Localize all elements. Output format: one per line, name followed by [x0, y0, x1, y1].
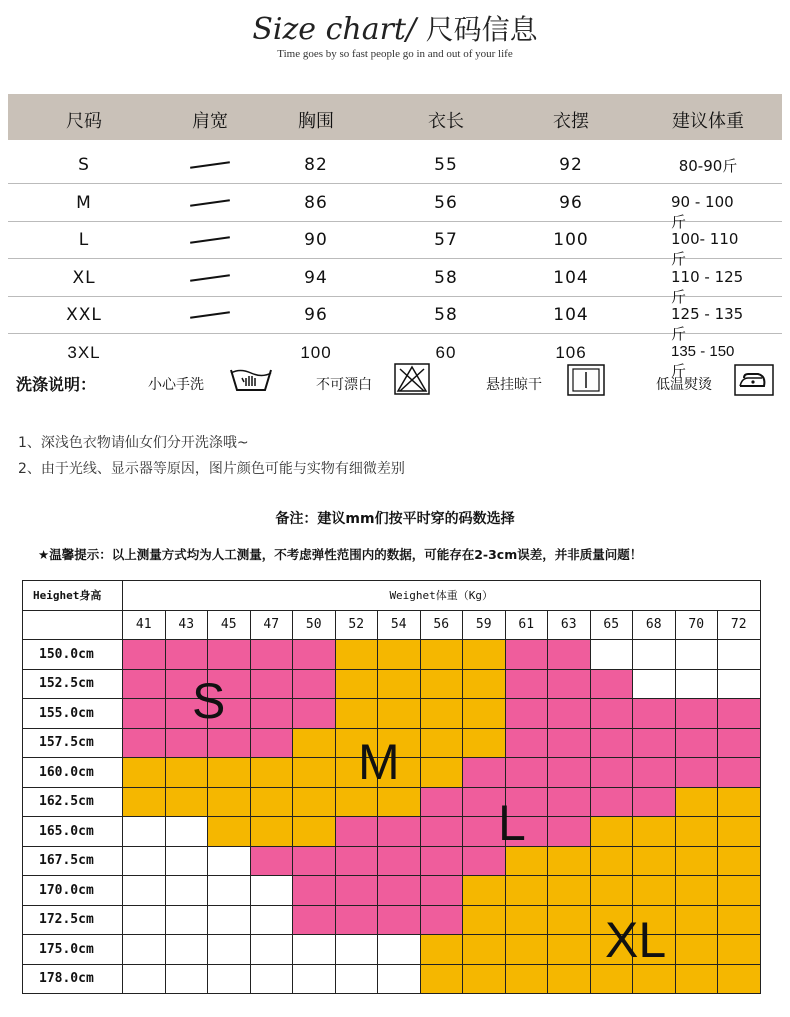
weight-col-header: 54: [378, 610, 421, 640]
grid-cell: [675, 876, 718, 906]
col-weight: 建议体重: [672, 111, 744, 132]
grid-cell: [420, 817, 463, 847]
grid-cell: [675, 728, 718, 758]
washing-title: 洗涤说明：: [16, 375, 97, 394]
shoulder-dash: [190, 236, 230, 244]
shoulder-dash: [190, 311, 230, 319]
grid-cell: [250, 817, 293, 847]
height-row-header: 172.5cm: [23, 905, 123, 935]
height-row-header: 165.0cm: [23, 817, 123, 847]
grid-cell: [208, 787, 251, 817]
size-table-header: [8, 94, 782, 140]
grid-cell: [208, 817, 251, 847]
grid-cell: [505, 935, 548, 965]
size-row: [8, 259, 782, 306]
grid-cell: [718, 728, 761, 758]
grid-cell: [123, 817, 166, 847]
grid-cell: [420, 846, 463, 876]
grid-cell: [293, 817, 336, 847]
shoulder-dash: [190, 161, 230, 169]
wash-label-bleach: 不可漂白: [316, 377, 372, 393]
grid-cell: [675, 640, 718, 670]
weight-col-header: 45: [208, 610, 251, 640]
page-subtitle: Time goes by so fast people go in and out of your life: [277, 48, 513, 60]
grid-cell: [165, 817, 208, 847]
grid-cell: [505, 640, 548, 670]
grid-cell: [335, 964, 378, 994]
grid-cell: [123, 758, 166, 788]
height-row-header: 150.0cm: [23, 640, 123, 670]
grid-cell: [590, 758, 633, 788]
grid-cell: [675, 787, 718, 817]
size-cell-weight: 125 - 135 斤: [671, 305, 744, 343]
grid-cell: [548, 640, 591, 670]
grid-cell: [463, 876, 506, 906]
grid-cell: [378, 669, 421, 699]
size-cell-weight: 90 - 100 斤: [671, 192, 734, 231]
grid-cell: [420, 787, 463, 817]
size-cell-chest: 100: [300, 342, 332, 362]
grid-cell: [590, 699, 633, 729]
grid-cell: [378, 640, 421, 670]
grid-cell: [548, 669, 591, 699]
grid-cell: [208, 758, 251, 788]
grid-cell: [675, 905, 718, 935]
grid-cell: [123, 964, 166, 994]
grid-cell: [463, 964, 506, 994]
size-cell-size: XL: [72, 267, 96, 288]
grid-cell: [208, 728, 251, 758]
note-1: 1、深浅色衣物请仙女们分开洗涤哦~: [18, 435, 249, 451]
grid-cell: [505, 876, 548, 906]
grid-cell: [165, 905, 208, 935]
grid-cell: [633, 846, 676, 876]
grid-cell: [378, 935, 421, 965]
weight-col-header: 70: [675, 610, 718, 640]
size-cell-hem: 92: [559, 155, 583, 175]
grid-cell: [675, 935, 718, 965]
grid-cell: [463, 728, 506, 758]
grid-cell: [123, 876, 166, 906]
height-row-header: 155.0cm: [23, 699, 123, 729]
size-cell-chest: 96: [304, 305, 328, 325]
height-row-header: 178.0cm: [23, 964, 123, 994]
col-size: 尺码: [66, 111, 102, 132]
size-cell-chest: 86: [304, 192, 328, 213]
page-title: Size chart/ 尺码信息: [252, 12, 538, 47]
size-cell-chest: 94: [304, 267, 328, 288]
grid-cell: [548, 787, 591, 817]
grid-cell: [505, 758, 548, 788]
grid-cell: [463, 758, 506, 788]
size-cell-size: M: [76, 192, 92, 213]
grid-cell: [718, 699, 761, 729]
height-label: Heighet身高: [23, 581, 123, 611]
grid-cell: [208, 846, 251, 876]
size-cell-length: 58: [434, 305, 458, 325]
grid-cell: [420, 758, 463, 788]
weight-col-header: 61: [505, 610, 548, 640]
grid-cell: [590, 640, 633, 670]
grid-cell: [123, 669, 166, 699]
grid-cell: [633, 728, 676, 758]
size-cell-hem: 100: [553, 230, 589, 250]
size-cell-chest: 90: [304, 230, 328, 250]
grid-cell: [633, 787, 676, 817]
grid-cell: [505, 669, 548, 699]
grid-cell: [718, 935, 761, 965]
grid-cell: [463, 699, 506, 729]
grid-cell: [165, 640, 208, 670]
grid-cell: [293, 787, 336, 817]
grid-cell: [378, 787, 421, 817]
grid-cell: [675, 817, 718, 847]
grid-cell: [590, 876, 633, 906]
grid-cell: [165, 876, 208, 906]
grid-cell: [548, 817, 591, 847]
grid-cell: [505, 964, 548, 994]
grid-cell: [165, 787, 208, 817]
grid-cell: [378, 817, 421, 847]
col-length: 衣长: [428, 111, 464, 132]
weight-col-header: 47: [250, 610, 293, 640]
size-label-m: M: [358, 734, 400, 790]
grid-cell: [250, 699, 293, 729]
size-cell-hem: 106: [555, 342, 587, 362]
grid-cell: [633, 699, 676, 729]
height-row-header: 157.5cm: [23, 728, 123, 758]
hang-dry-icon: [567, 364, 605, 400]
grid-cell: [718, 817, 761, 847]
size-row: [8, 184, 782, 231]
grid-cell: [250, 787, 293, 817]
grid-cell: [718, 876, 761, 906]
size-cell-weight: 80-90斤: [678, 157, 738, 175]
size-cell-chest: 82: [304, 155, 328, 175]
size-cell-size: S: [78, 155, 90, 175]
grid-cell: [633, 758, 676, 788]
grid-cell: [123, 640, 166, 670]
grid-cell: [123, 905, 166, 935]
weight-col-header: 52: [335, 610, 378, 640]
grid-cell: [335, 699, 378, 729]
grid-cell: [250, 964, 293, 994]
col-chest: 胸围: [298, 111, 334, 132]
grid-cell: [378, 846, 421, 876]
weight-col-header: 72: [718, 610, 761, 640]
grid-cell: [590, 846, 633, 876]
grid-cell: [293, 846, 336, 876]
grid-cell: [293, 964, 336, 994]
grid-cell: [250, 669, 293, 699]
weight-col-header: 43: [165, 610, 208, 640]
grid-cell: [590, 817, 633, 847]
grid-cell: [293, 699, 336, 729]
grid-cell: [123, 846, 166, 876]
size-cell-weight: 100- 110 斤: [671, 230, 739, 268]
grid-cell: [378, 905, 421, 935]
grid-cell: [208, 640, 251, 670]
no-bleach-icon: [394, 363, 430, 399]
grid-cell: [250, 905, 293, 935]
height-row-header: 160.0cm: [23, 758, 123, 788]
grid-cell: [718, 964, 761, 994]
grid-cell: [123, 787, 166, 817]
grid-cell: [505, 905, 548, 935]
grid-cell: [293, 905, 336, 935]
grid-cell: [165, 846, 208, 876]
grid-cell: [420, 964, 463, 994]
grid-cell: [548, 846, 591, 876]
grid-cell: [420, 728, 463, 758]
grid-cell: [505, 728, 548, 758]
size-cell-hem: 104: [553, 305, 589, 325]
shoulder-dash: [190, 274, 230, 282]
grid-cell: [335, 787, 378, 817]
note-2: 2、由于光线、显示器等原因，图片颜色可能与实物有细微差别: [18, 461, 405, 477]
grid-cell: [590, 669, 633, 699]
wash-label-hand: 小心手洗: [148, 377, 204, 393]
grid-cell: [208, 876, 251, 906]
grid-cell: [165, 964, 208, 994]
grid-cell: [165, 935, 208, 965]
grid-cell: [718, 758, 761, 788]
grid-cell: [378, 876, 421, 906]
size-cell-size: 3XL: [67, 342, 101, 362]
size-cell-length: 58: [434, 267, 458, 288]
grid-cell: [548, 758, 591, 788]
size-cell-weight: 110 - 125 斤: [671, 267, 744, 306]
grid-cell: [335, 905, 378, 935]
grid-cell: [633, 817, 676, 847]
corner-cell: [23, 610, 123, 640]
grid-cell: [250, 935, 293, 965]
col-shoulder: 肩宽: [192, 111, 228, 132]
size-cell-hem: 96: [559, 192, 583, 213]
grid-cell: [165, 758, 208, 788]
weight-col-header: 56: [420, 610, 463, 640]
height-row-header: 170.0cm: [23, 876, 123, 906]
grid-cell: [718, 787, 761, 817]
size-label-l: L: [498, 795, 526, 851]
size-cell-length: 55: [434, 155, 458, 175]
weight-col-header: 68: [633, 610, 676, 640]
size-cell-length: 60: [435, 342, 457, 362]
grid-cell: [123, 699, 166, 729]
grid-cell: [463, 669, 506, 699]
weight-col-header: 50: [293, 610, 336, 640]
grid-cell: [293, 728, 336, 758]
grid-cell: [420, 640, 463, 670]
grid-cell: [590, 787, 633, 817]
grid-cell: [718, 640, 761, 670]
size-cell-weight: 135 - 150 斤: [671, 342, 735, 380]
size-cell-length: 56: [434, 192, 458, 213]
remark: 备注：建议mm们按平时穿的码数选择: [275, 511, 515, 527]
grid-cell: [378, 699, 421, 729]
wash-label-hang: 悬挂晾干: [486, 377, 542, 393]
size-row: [8, 296, 782, 343]
grid-cell: [548, 905, 591, 935]
grid-cell: [335, 640, 378, 670]
grid-cell: [378, 964, 421, 994]
grid-cell: [548, 728, 591, 758]
grid-cell: [293, 640, 336, 670]
grid-cell: [335, 669, 378, 699]
weight-col-header: 65: [590, 610, 633, 640]
tip: ★温馨提示：以上测量方式均为人工测量，不考虑弹性范围内的数据，可能存在2-3cm误差，并非质量问题！: [38, 547, 643, 562]
shoulder-dash: [190, 199, 230, 207]
grid-cell: [718, 905, 761, 935]
weight-col-header: 63: [548, 610, 591, 640]
grid-cell: [165, 728, 208, 758]
size-row: [8, 146, 782, 184]
grid-cell: [420, 699, 463, 729]
height-row-header: 167.5cm: [23, 846, 123, 876]
grid-cell: [293, 876, 336, 906]
grid-cell: [548, 876, 591, 906]
grid-cell: [123, 935, 166, 965]
grid-cell: [548, 935, 591, 965]
size-cell-hem: 104: [553, 267, 589, 288]
grid-cell: [675, 846, 718, 876]
grid-cell: [633, 640, 676, 670]
grid-cell: [718, 669, 761, 699]
grid-cell: [675, 699, 718, 729]
weight-col-header: 59: [463, 610, 506, 640]
low-iron-icon: [734, 364, 774, 400]
height-row-header: 162.5cm: [23, 787, 123, 817]
grid-cell: [633, 669, 676, 699]
grid-cell: [250, 728, 293, 758]
grid-cell: [293, 669, 336, 699]
weight-col-header: 41: [123, 610, 166, 640]
grid-cell: [675, 964, 718, 994]
size-cell-length: 57: [434, 230, 458, 250]
grid-cell: [463, 905, 506, 935]
grid-cell: [250, 846, 293, 876]
grid-cell: [208, 935, 251, 965]
grid-cell: [420, 905, 463, 935]
grid-cell: [335, 876, 378, 906]
size-label-s: S: [192, 673, 226, 729]
grid-cell: [505, 699, 548, 729]
grid-cell: [463, 935, 506, 965]
size-label-xl: XL: [605, 912, 667, 968]
grid-cell: [420, 876, 463, 906]
grid-cell: [293, 758, 336, 788]
grid-cell: [675, 758, 718, 788]
grid-cell: [548, 699, 591, 729]
grid-cell: [123, 728, 166, 758]
grid-cell: [675, 669, 718, 699]
grid-cell: [590, 728, 633, 758]
size-row: [8, 221, 782, 268]
grid-cell: [633, 876, 676, 906]
hand-wash-icon: [228, 364, 274, 398]
wash-label-iron: 低温熨烫: [656, 377, 712, 393]
weight-label: Weighet体重（Kg）: [123, 581, 761, 611]
grid-cell: [208, 905, 251, 935]
grid-cell: [250, 876, 293, 906]
size-cell-size: L: [78, 230, 90, 250]
grid-cell: [335, 846, 378, 876]
grid-cell: [420, 935, 463, 965]
grid-cell: [548, 964, 591, 994]
col-hem: 衣摆: [553, 111, 589, 132]
grid-cell: [463, 640, 506, 670]
height-row-header: 152.5cm: [23, 669, 123, 699]
grid-cell: [250, 640, 293, 670]
grid-cell: [335, 817, 378, 847]
grid-cell: [208, 964, 251, 994]
grid-cell: [250, 758, 293, 788]
size-cell-size: XXL: [66, 305, 102, 325]
height-row-header: 175.0cm: [23, 935, 123, 965]
grid-cell: [293, 935, 336, 965]
grid-cell: [335, 935, 378, 965]
grid-cell: [718, 846, 761, 876]
grid-cell: [420, 669, 463, 699]
